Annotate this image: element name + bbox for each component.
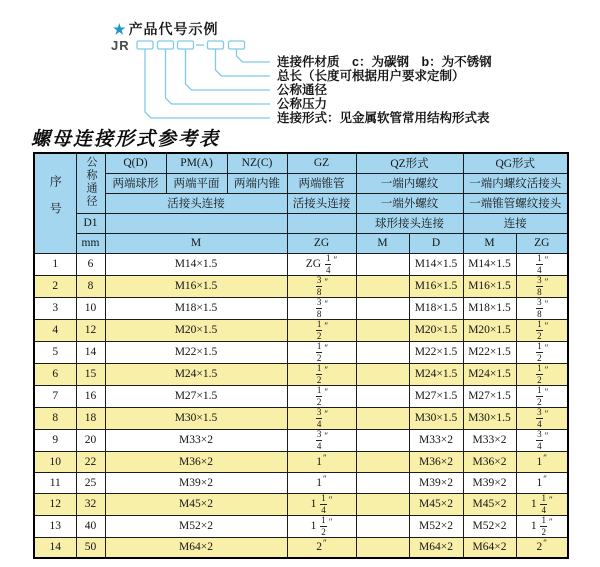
header-q-desc: 两端球形: [105, 173, 166, 193]
code-field-box: [158, 41, 174, 49]
cell-m-thread: M64×2: [105, 537, 287, 558]
cell-qg-m: M18×1.5: [463, 297, 516, 319]
connector-line: [237, 49, 271, 62]
cell-gz-zg: $\frac{3}{8}$ ″: [287, 297, 356, 319]
cell-qg-zg: $\frac{3}{4}$ ″: [516, 429, 568, 451]
table-row: [34, 407, 568, 429]
code-field-box: [137, 41, 153, 49]
diagram-heading: [113, 19, 219, 39]
cell-qz-m: [356, 385, 409, 407]
header-blank: [105, 213, 287, 233]
cell-diameter: 8: [76, 275, 105, 297]
table-row: [34, 385, 568, 407]
header-col-qz: QZ形式: [356, 153, 463, 173]
cell-m-thread: M24×1.5: [105, 363, 287, 385]
cell-serial: 5: [34, 341, 76, 363]
label-pressure: 公称压力: [277, 97, 328, 111]
header-qg-desc1: 一端内螺纹活接头: [463, 173, 568, 193]
nut-connection-table: [33, 152, 569, 559]
table-row: [34, 363, 568, 385]
header-qg-conn: 连接: [463, 213, 568, 233]
cell-m-thread: M33×2: [105, 429, 287, 451]
label-length: 总长（长度可根据用户要求定制）: [277, 69, 465, 83]
cell-qz-m: [356, 515, 409, 537]
header-row-4: [34, 213, 568, 233]
cell-qz-m: [356, 451, 409, 472]
header-union-conn: 活接头连接: [105, 193, 287, 213]
cell-qz-d: M36×2: [409, 451, 463, 472]
code-field-box: [178, 41, 194, 49]
cell-diameter: 14: [76, 341, 105, 363]
cell-m-thread: M45×2: [105, 493, 287, 515]
cell-m-thread: M36×2: [105, 451, 287, 472]
header-col-nz: NZ(C): [227, 153, 287, 173]
cell-serial: 9: [34, 429, 76, 451]
product-code-diagram: [0, 0, 600, 130]
cell-qg-zg: $\frac{3}{4}$ ″: [516, 407, 568, 429]
table-row: [34, 515, 568, 537]
cell-m-thread: M27×1.5: [105, 385, 287, 407]
cell-qz-m: [356, 429, 409, 451]
cell-qz-m: [356, 341, 409, 363]
cell-gz-zg: 1″: [287, 451, 356, 472]
table-row: [34, 297, 568, 319]
table-row: [34, 275, 568, 297]
label-connection: 连接形式：见金属软管常用结构形式表: [277, 111, 490, 125]
cell-qg-m: M16×1.5: [463, 275, 516, 297]
cell-serial: 2: [34, 275, 76, 297]
code-field-box: [208, 41, 224, 49]
table-row: [34, 493, 568, 515]
cell-m-thread: M14×1.5: [105, 253, 287, 275]
cell-m-thread: M39×2: [105, 472, 287, 493]
cell-qg-zg: 1″: [516, 451, 568, 472]
cell-qg-zg: 1 $\frac{1}{2}$ ″: [516, 515, 568, 537]
code-prefix: JR: [111, 38, 130, 53]
header-col-qg: QG形式: [463, 153, 568, 173]
cell-qg-m: M20×1.5: [463, 319, 516, 341]
header-qg-desc2: 一端锥管螺纹接头: [463, 193, 568, 213]
cell-serial: 3: [34, 297, 76, 319]
header-pm-desc: 两端平面: [166, 173, 227, 193]
label-material: 连接件材质 c：为碳钢 b：为不锈钢: [277, 55, 492, 69]
cell-gz-zg: $\frac{1}{2}$ ″: [287, 385, 356, 407]
cell-serial: 4: [34, 319, 76, 341]
cell-m-thread: M20×1.5: [105, 319, 287, 341]
cell-diameter: 12: [76, 319, 105, 341]
cell-qz-m: [356, 363, 409, 385]
cell-qg-zg: $\frac{1}{2}$ ″: [516, 319, 568, 341]
cell-qg-zg: 2″: [516, 537, 568, 558]
cell-diameter: 6: [76, 253, 105, 275]
table-header: [34, 153, 568, 253]
cell-serial: 7: [34, 385, 76, 407]
cell-qg-m: M22×1.5: [463, 341, 516, 363]
header-col-pm: PM(A): [166, 153, 227, 173]
cell-qz-d: M14×1.5: [409, 253, 463, 275]
cell-gz-zg: $\frac{1}{2}$ ″: [287, 363, 356, 385]
cell-qg-zg: 1 $\frac{1}{4}$ ″: [516, 493, 568, 515]
cell-gz-zg: $\frac{3}{4}$ ″: [287, 407, 356, 429]
header-qz-desc1: 一端内螺纹: [356, 173, 463, 193]
cell-diameter: 16: [76, 385, 105, 407]
cell-diameter: 25: [76, 472, 105, 493]
cell-qg-zg: $\frac{1}{4}$ ″: [516, 253, 568, 275]
cell-qg-zg: $\frac{1}{2}$ ″: [516, 341, 568, 363]
table-title: 螺母连接形式参考表: [31, 129, 221, 150]
cell-serial: 11: [34, 472, 76, 493]
cell-serial: 13: [34, 515, 76, 537]
cell-gz-zg: $\frac{1}{2}$ ″: [287, 341, 356, 363]
cell-gz-zg: $\frac{3}{4}$ ″: [287, 429, 356, 451]
header-blank: [287, 213, 356, 233]
cell-qz-d: M45×2: [409, 493, 463, 515]
header-qz-desc2: 一端外螺纹: [356, 193, 463, 213]
cell-gz-zg: 1″: [287, 472, 356, 493]
header-zg: ZG: [287, 233, 356, 253]
cell-serial: 6: [34, 363, 76, 385]
header-col-gz: GZ: [287, 153, 356, 173]
header-row-5: [34, 233, 568, 253]
header-nz-desc: 两端内锥: [227, 173, 287, 193]
connector-line: [186, 49, 271, 90]
cell-qg-m: M27×1.5: [463, 385, 516, 407]
table-body: [34, 253, 568, 558]
cell-diameter: 20: [76, 429, 105, 451]
header-row-2: [34, 173, 568, 193]
cell-qz-m: [356, 407, 409, 429]
star-icon: ★: [113, 21, 127, 37]
cell-qg-m: M24×1.5: [463, 363, 516, 385]
header-m: M: [105, 233, 287, 253]
cell-qz-m: [356, 319, 409, 341]
cell-qz-d: M27×1.5: [409, 385, 463, 407]
header-gz-desc: 两端锥管: [287, 173, 356, 193]
cell-qz-m: [356, 493, 409, 515]
cell-qz-m: [356, 537, 409, 558]
cell-serial: 1: [34, 253, 76, 275]
cell-qg-m: M14×1.5: [463, 253, 516, 275]
header-serial: 序号: [34, 153, 76, 253]
header-nominal-diameter: 公称通径: [76, 153, 105, 213]
cell-qg-m: M45×2: [463, 493, 516, 515]
cell-qz-m: [356, 472, 409, 493]
cell-qz-d: M20×1.5: [409, 319, 463, 341]
header-qg-zg: ZG: [516, 233, 568, 253]
cell-qz-d: M64×2: [409, 537, 463, 558]
cell-qz-m: [356, 297, 409, 319]
cell-gz-zg: ZG $\frac{1}{4}$ ″: [287, 253, 356, 275]
cell-qg-zg: $\frac{3}{8}$ ″: [516, 297, 568, 319]
cell-qg-m: M64×2: [463, 537, 516, 558]
table-row: [34, 472, 568, 493]
cell-diameter: 22: [76, 451, 105, 472]
label-diameter: 公称通径: [277, 83, 328, 97]
cell-qz-d: M16×1.5: [409, 275, 463, 297]
cell-qz-d: M30×1.5: [409, 407, 463, 429]
cell-qg-m: M39×2: [463, 472, 516, 493]
cell-serial: 14: [34, 537, 76, 558]
table-row: [34, 537, 568, 558]
cell-m-thread: M22×1.5: [105, 341, 287, 363]
cell-qg-m: M36×2: [463, 451, 516, 472]
cell-m-thread: M18×1.5: [105, 297, 287, 319]
cell-qz-d: M18×1.5: [409, 297, 463, 319]
cell-qg-m: M52×2: [463, 515, 516, 537]
code-field-box: [229, 41, 245, 49]
header-row-3: [34, 193, 568, 213]
header-col-q: Q(D): [105, 153, 166, 173]
cell-qz-d: M33×2: [409, 429, 463, 451]
header-qg-m: M: [463, 233, 516, 253]
cell-diameter: 50: [76, 537, 105, 558]
cell-gz-zg: $\frac{3}{8}$ ″: [287, 275, 356, 297]
header-gz-conn: 活接头连接: [287, 193, 356, 213]
cell-qz-m: [356, 253, 409, 275]
cell-m-thread: M52×2: [105, 515, 287, 537]
diagram-heading-text: 产品代号示例: [128, 21, 219, 37]
cell-qz-d: M39×2: [409, 472, 463, 493]
cell-gz-zg: 1 $\frac{1}{2}$ ″: [287, 515, 356, 537]
cell-qz-d: M22×1.5: [409, 341, 463, 363]
connector-line: [145, 49, 270, 118]
cell-diameter: 10: [76, 297, 105, 319]
cell-qg-m: M30×1.5: [463, 407, 516, 429]
header-mm: mm: [76, 233, 105, 253]
header-qz-conn: 球形接头连接: [356, 213, 463, 233]
header-row-1: [34, 153, 568, 173]
cell-diameter: 32: [76, 493, 105, 515]
cell-gz-zg: 1 $\frac{1}{4}$ ″: [287, 493, 356, 515]
cell-serial: 8: [34, 407, 76, 429]
cell-qg-zg: $\frac{1}{2}$ ″: [516, 385, 568, 407]
cell-gz-zg: $\frac{1}{2}$ ″: [287, 319, 356, 341]
cell-qz-d: M24×1.5: [409, 363, 463, 385]
cell-serial: 12: [34, 493, 76, 515]
cell-diameter: 15: [76, 363, 105, 385]
cell-qg-zg: $\frac{3}{8}$ ″: [516, 275, 568, 297]
table-row: [34, 341, 568, 363]
header-qz-d: D: [409, 233, 463, 253]
cell-diameter: 18: [76, 407, 105, 429]
cell-qz-m: [356, 275, 409, 297]
cell-gz-zg: 2″: [287, 537, 356, 558]
header-d1: D1: [76, 213, 105, 233]
cell-m-thread: M30×1.5: [105, 407, 287, 429]
cell-qz-d: M52×2: [409, 515, 463, 537]
cell-m-thread: M16×1.5: [105, 275, 287, 297]
cell-qg-zg: 1″: [516, 472, 568, 493]
table-row: [34, 253, 568, 275]
header-qz-m: M: [356, 233, 409, 253]
cell-serial: 10: [34, 451, 76, 472]
table-row: [34, 429, 568, 451]
table-row: [34, 451, 568, 472]
cell-qg-m: M33×2: [463, 429, 516, 451]
cell-diameter: 40: [76, 515, 105, 537]
cell-qg-zg: $\frac{1}{2}$ ″: [516, 363, 568, 385]
table-row: [34, 319, 568, 341]
